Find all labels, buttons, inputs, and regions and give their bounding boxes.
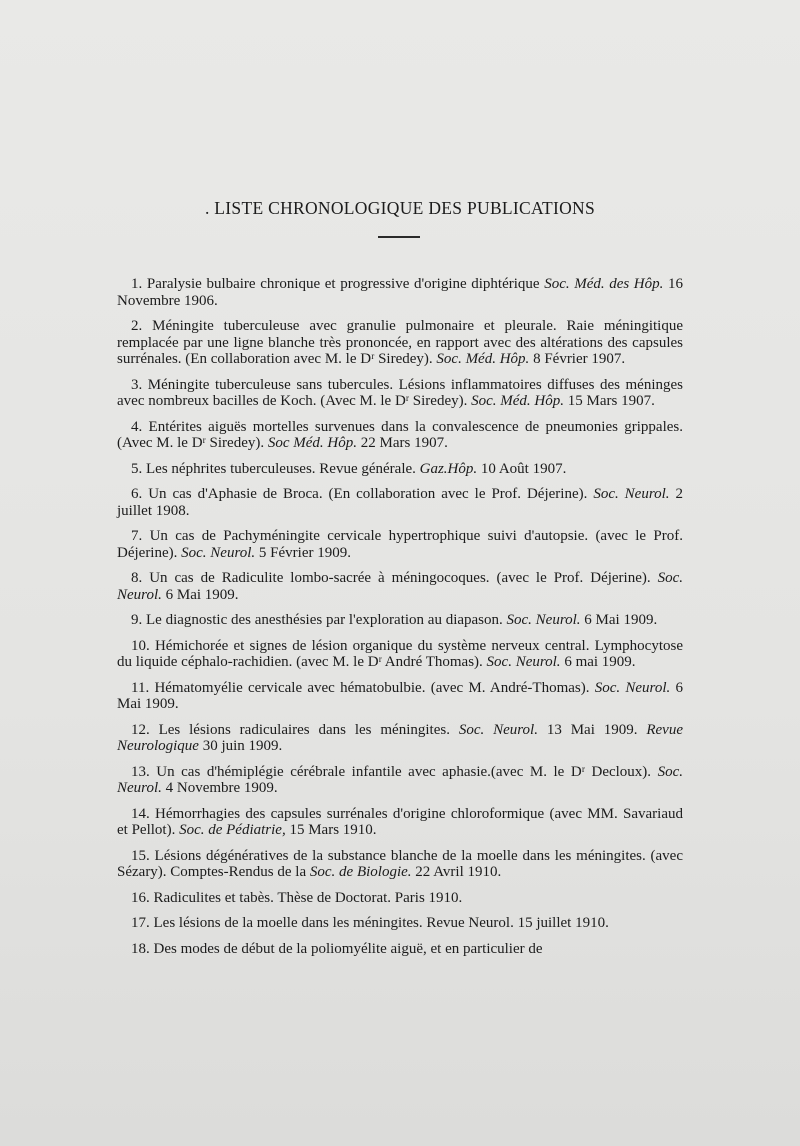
entry-number: 12. <box>131 721 150 738</box>
entry-text: 16 Novembre 1906. <box>117 276 684 309</box>
entry-number: 15. <box>131 847 150 864</box>
publication-entry <box>117 377 683 410</box>
entry-number: 8. <box>131 570 143 586</box>
entry-number: 7. <box>131 528 143 544</box>
journal-reference: Gaz.Hôp. <box>419 460 478 477</box>
entry-text: 6 Mai 1909. <box>580 612 658 628</box>
journal-reference: Soc. Neurol. <box>486 654 561 670</box>
entry-text: Un cas de Radiculite lombo-sacrée à méningocoques. (avec le Prof. Déjerine). <box>142 570 658 586</box>
publication-entry <box>117 570 683 603</box>
journal-reference: Soc. Neurol. <box>594 679 671 696</box>
journal-reference: Soc. Méd. Hôp. <box>471 393 565 409</box>
entry-text: Un cas d'hémiplégie cérébrale infantile avec aphasie.(avec M. le Dʳ Decloux). <box>149 763 658 780</box>
journal-reference: Soc. Neurol. <box>506 612 581 628</box>
entry-text: 22 Mars 1907. <box>357 435 448 451</box>
entry-number: 14. <box>131 805 150 822</box>
publication-entry <box>117 276 683 309</box>
entry-text: 2 juillet 1908. <box>117 486 683 519</box>
journal-reference: Revue Neurologique <box>117 721 683 754</box>
publication-entry <box>117 722 683 755</box>
entry-text: Méningite tuberculeuse avec granulie pulmonaire et pleurale. Raie méningitique remplacée par une ligne blanche très prononcée, en rapport avec des altérations des capsules surrénales. (En collaboration avec M. le Dʳ Siredey). <box>117 318 683 367</box>
entry-text: 10 Août 1907. <box>477 460 567 477</box>
entry-number: 11. <box>131 679 150 696</box>
entry-text: Méningite tuberculeuse sans tubercules. Lésions inflammatoires diffuses des méninges avec nombreux bacilles de Koch. (Avec M. le Dʳ Siredey). <box>117 376 683 409</box>
publication-entry <box>117 680 683 713</box>
journal-reference: Soc. Méd. des Hôp. <box>544 276 664 292</box>
publication-entry <box>117 318 683 368</box>
entry-text: 4 Novembre 1909. <box>161 780 278 796</box>
entry-text: Hémichorée et signes de lésion organique du système nerveux central. Lymphocytose du liquide céphalo-rachidien. (avec M. le Dʳ André Thomas). <box>117 637 683 670</box>
journal-reference: Soc. Méd. Hôp. <box>436 351 530 367</box>
journal-reference: Soc Méd. Hôp. <box>267 435 358 451</box>
publication-entry <box>117 486 683 519</box>
entry-number: 1. <box>131 276 143 292</box>
entry-text: 15 Mars 1910. <box>285 822 377 838</box>
entry-text: Hémorrhagies des capsules surrénales d'origine chloroformique (avec MM. Savariaud et Pellot). <box>117 805 683 838</box>
publication-entry <box>117 941 683 958</box>
title-divider <box>378 236 420 238</box>
entry-text: Les lésions de la moelle dans les méningites. Revue Neurol. 15 juillet 1910. <box>149 915 609 931</box>
entry-text: Le diagnostic des anesthésies par l'exploration au diapason. <box>142 612 507 628</box>
page-title: . LISTE CHRONOLOGIQUE DES PUBLICATIONS <box>204 197 596 218</box>
entry-text: 6 mai 1909. <box>560 654 636 670</box>
entry-text: Paralysie bulbaire chronique et progressive d'origine diphtérique <box>142 276 545 292</box>
entry-number: 5. <box>131 460 143 477</box>
publication-entry <box>117 638 683 671</box>
entry-number: 16. <box>131 889 150 906</box>
publication-entry <box>117 461 683 478</box>
entry-number: 6. <box>131 486 143 502</box>
entry-number: 9. <box>131 612 143 628</box>
entry-text: Hématomyélie cervicale avec hématobulbie. (avec M. André-Thomas). <box>149 679 595 696</box>
publication-entry <box>117 806 683 839</box>
entry-number: 18. <box>131 940 150 957</box>
journal-reference: Soc. Neurol. <box>117 763 683 796</box>
entry-text: Un cas d'Aphasie de Broca. (En collaboration avec le Prof. Déjerine). <box>142 486 594 502</box>
entry-number: 17. <box>131 915 150 931</box>
entry-text: Radiculites et tabès. Thèse de Doctorat. Paris 1910. <box>149 889 463 906</box>
entry-text: Entérites aiguës mortelles survenues dans la convalescence de pneumonies grippales. (Avec M. le Dʳ Siredey). <box>117 418 683 451</box>
entry-text: 22 Avril 1910. <box>411 864 502 880</box>
entry-number: 3. <box>131 376 143 393</box>
entry-number: 4. <box>131 418 143 435</box>
entry-text: 30 juin 1909. <box>198 738 283 754</box>
journal-reference: Soc. de Pédiatrie, <box>179 822 286 838</box>
publication-entry <box>117 890 683 907</box>
entry-text: 6 Mai 1909. <box>117 679 683 712</box>
publication-entry <box>117 764 683 797</box>
entry-text: Lésions dégénératives de la substance blanche de la moelle dans les méningites. (avec Sézary). Comptes-Rendus de la <box>117 847 683 880</box>
publication-entry <box>117 528 683 561</box>
publication-entry <box>117 612 683 629</box>
journal-reference: Soc. Neurol. <box>593 486 670 502</box>
entry-text: Des modes de début de la poliomyélite aiguë, et en particulier de <box>149 940 543 957</box>
journal-reference: Soc. de Biologie. <box>309 864 412 880</box>
entry-text: 5 Février 1909. <box>255 544 351 561</box>
entry-text: Les néphrites tuberculeuses. Revue générale. <box>142 460 420 477</box>
journal-reference: Soc. Neurol. <box>458 721 538 738</box>
entry-text: 13 Mai 1909. <box>537 721 647 738</box>
entry-text: Les lésions radiculaires dans les méningites. <box>149 721 459 738</box>
publication-list <box>117 276 683 966</box>
entry-text: Un cas de Pachyméningite cervicale hypertrophique suivi d'autopsie. (avec le Prof. Déjerine). <box>117 528 683 561</box>
publication-entry <box>117 419 683 452</box>
entry-text: 8 Février 1907. <box>529 351 626 367</box>
publication-entry <box>117 915 683 932</box>
entry-text: 15 Mars 1907. <box>564 393 655 409</box>
journal-reference: Soc. Neurol. <box>181 544 256 561</box>
publication-entry <box>117 848 683 881</box>
entry-number: 10. <box>131 637 150 654</box>
entry-text: 6 Mai 1909. <box>161 586 239 603</box>
journal-reference: Soc. Neurol. <box>117 570 683 603</box>
entry-number: 13. <box>131 763 150 780</box>
entry-number: 2. <box>131 318 143 334</box>
